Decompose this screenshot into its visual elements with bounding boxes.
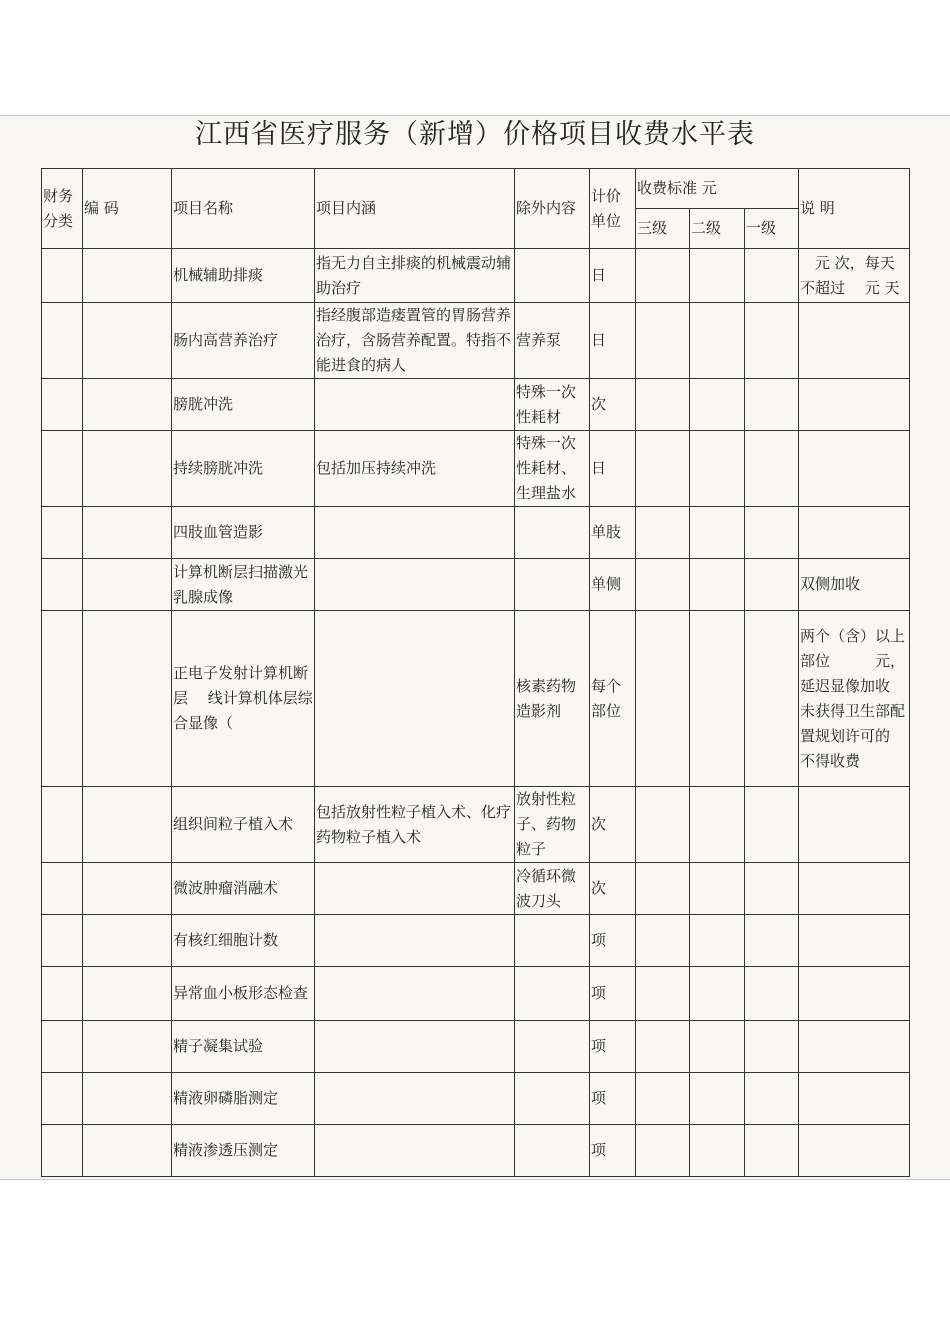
cell-content bbox=[315, 915, 515, 967]
cell-category bbox=[42, 611, 83, 787]
document-title: 江西省医疗服务（新增）价格项目收费水平表 bbox=[195, 119, 755, 150]
table-row bbox=[42, 559, 910, 611]
cell-code bbox=[83, 249, 172, 303]
cell-content bbox=[315, 1125, 515, 1177]
cell-l3 bbox=[636, 249, 690, 303]
cell-category bbox=[42, 303, 83, 379]
table-row bbox=[42, 1073, 910, 1125]
cell-excluded bbox=[515, 507, 590, 559]
cell-l2 bbox=[690, 559, 745, 611]
cell-l2 bbox=[690, 249, 745, 303]
cell-l3 bbox=[636, 1125, 690, 1177]
cell-l2 bbox=[690, 915, 745, 967]
cell-remark: 两个（含）以上部位 元，延迟显像加收 未获得卫生部配置规划许可的 不得收费 bbox=[799, 611, 910, 787]
cell-l2 bbox=[690, 431, 745, 507]
table-row bbox=[42, 967, 910, 1021]
table-row bbox=[42, 1021, 910, 1073]
header-name: 项目名称 bbox=[172, 169, 315, 249]
cell-code bbox=[83, 559, 172, 611]
cell-l1 bbox=[745, 507, 799, 559]
cell-category bbox=[42, 379, 83, 431]
cell-l1 bbox=[745, 787, 799, 863]
cell-l2 bbox=[690, 611, 745, 787]
cell-l3 bbox=[636, 611, 690, 787]
cell-l2 bbox=[690, 863, 745, 915]
header-remark: 说 明 bbox=[799, 169, 910, 249]
header-excluded: 除外内容 bbox=[515, 169, 590, 249]
header-level3: 三级 bbox=[636, 209, 690, 249]
cell-excluded: 特殊一次性耗材 bbox=[515, 379, 590, 431]
table-row bbox=[42, 303, 910, 379]
cell-name: 有核红细胞计数 bbox=[172, 915, 315, 967]
cell-code bbox=[83, 611, 172, 787]
cell-remark bbox=[799, 915, 910, 967]
cell-name: 肠内高营养治疗 bbox=[172, 303, 315, 379]
cell-l2 bbox=[690, 967, 745, 1021]
cell-name: 组织间粒子植入术 bbox=[172, 787, 315, 863]
cell-excluded: 营养泵 bbox=[515, 303, 590, 379]
cell-remark bbox=[799, 379, 910, 431]
cell-name: 机械辅助排痰 bbox=[172, 249, 315, 303]
table-row bbox=[42, 915, 910, 967]
cell-l3 bbox=[636, 507, 690, 559]
cell-l3 bbox=[636, 379, 690, 431]
cell-l1 bbox=[745, 1125, 799, 1177]
cell-excluded bbox=[515, 1125, 590, 1177]
cell-code bbox=[83, 863, 172, 915]
cell-excluded bbox=[515, 915, 590, 967]
cell-code bbox=[83, 507, 172, 559]
cell-category bbox=[42, 1125, 83, 1177]
table-row bbox=[42, 1125, 910, 1177]
cell-code bbox=[83, 967, 172, 1021]
cell-l2 bbox=[690, 507, 745, 559]
cell-code bbox=[83, 1073, 172, 1125]
cell-remark bbox=[799, 1125, 910, 1177]
cell-name: 异常血小板形态检查 bbox=[172, 967, 315, 1021]
cell-category bbox=[42, 915, 83, 967]
header-level2: 二级 bbox=[690, 209, 745, 249]
cell-l2 bbox=[690, 1125, 745, 1177]
cell-l1 bbox=[745, 379, 799, 431]
cell-name: 正电子发射计算机断层 线计算机体层综合显像（ bbox=[172, 611, 315, 787]
cell-excluded: 核素药物造影剂 bbox=[515, 611, 590, 787]
header-fee-standard: 收费标准 元 bbox=[636, 169, 799, 209]
cell-l3 bbox=[636, 303, 690, 379]
cell-code bbox=[83, 1125, 172, 1177]
cell-unit: 项 bbox=[590, 915, 636, 967]
cell-code bbox=[83, 1021, 172, 1073]
cell-unit: 次 bbox=[590, 379, 636, 431]
cell-content bbox=[315, 379, 515, 431]
cell-excluded: 特殊一次性耗材、生理盐水 bbox=[515, 431, 590, 507]
cell-category bbox=[42, 1073, 83, 1125]
cell-unit: 项 bbox=[590, 967, 636, 1021]
cell-category bbox=[42, 249, 83, 303]
cell-name: 精液渗透压测定 bbox=[172, 1125, 315, 1177]
cell-content bbox=[315, 967, 515, 1021]
header-category: 财务分类 bbox=[42, 169, 83, 249]
cell-l3 bbox=[636, 559, 690, 611]
cell-unit: 日 bbox=[590, 431, 636, 507]
table-row bbox=[42, 249, 910, 303]
cell-excluded bbox=[515, 559, 590, 611]
cell-l1 bbox=[745, 303, 799, 379]
cell-l3 bbox=[636, 915, 690, 967]
cell-remark: 元 次，每天不超过 元 天 bbox=[799, 249, 910, 303]
cell-content: 包括放射性粒子植入术、化疗药物粒子植入术 bbox=[315, 787, 515, 863]
table-row bbox=[42, 431, 910, 507]
cell-l2 bbox=[690, 787, 745, 863]
cell-category bbox=[42, 787, 83, 863]
cell-category bbox=[42, 1021, 83, 1073]
cell-l1 bbox=[745, 1021, 799, 1073]
cell-l2 bbox=[690, 1021, 745, 1073]
fee-table-body bbox=[42, 169, 921, 1177]
cell-excluded: 放射性粒子、药物粒子 bbox=[515, 787, 590, 863]
cell-code bbox=[83, 915, 172, 967]
cell-excluded bbox=[515, 1073, 590, 1125]
cell-content: 指无力自主排痰的机械震动辅助治疗 bbox=[315, 249, 515, 303]
cell-content bbox=[315, 1021, 515, 1073]
cell-unit: 次 bbox=[590, 787, 636, 863]
cell-remark bbox=[799, 1021, 910, 1073]
cell-excluded bbox=[515, 1021, 590, 1073]
cell-code bbox=[83, 303, 172, 379]
cell-name: 微波肿瘤消融术 bbox=[172, 863, 315, 915]
table-row bbox=[42, 379, 910, 431]
table-row bbox=[42, 787, 910, 863]
cell-unit: 日 bbox=[590, 249, 636, 303]
cell-l3 bbox=[636, 431, 690, 507]
cell-l1 bbox=[745, 611, 799, 787]
cell-excluded: 冷循环微波刀头 bbox=[515, 863, 590, 915]
cell-name: 计算机断层扫描激光乳腺成像 bbox=[172, 559, 315, 611]
cell-code bbox=[83, 379, 172, 431]
cell-remark bbox=[799, 863, 910, 915]
cell-content bbox=[315, 863, 515, 915]
cell-code bbox=[83, 787, 172, 863]
cell-excluded bbox=[515, 967, 590, 1021]
table-row bbox=[42, 507, 910, 559]
cell-l2 bbox=[690, 379, 745, 431]
cell-unit: 每个部位 bbox=[590, 611, 636, 787]
table-row bbox=[42, 863, 910, 915]
cell-l2 bbox=[690, 303, 745, 379]
cell-remark bbox=[799, 431, 910, 507]
cell-excluded bbox=[515, 249, 590, 303]
cell-content bbox=[315, 1073, 515, 1125]
cell-unit: 项 bbox=[590, 1073, 636, 1125]
cell-remark bbox=[799, 967, 910, 1021]
header-row-1 bbox=[42, 169, 910, 209]
cell-content bbox=[315, 559, 515, 611]
cell-remark bbox=[799, 303, 910, 379]
cell-l3 bbox=[636, 1021, 690, 1073]
cell-unit: 次 bbox=[590, 863, 636, 915]
cell-l3 bbox=[636, 1073, 690, 1125]
cell-code bbox=[83, 431, 172, 507]
header-unit: 计价单位 bbox=[590, 169, 636, 249]
cell-unit: 单肢 bbox=[590, 507, 636, 559]
cell-content: 包括加压持续冲洗 bbox=[315, 431, 515, 507]
cell-l3 bbox=[636, 863, 690, 915]
cell-unit: 项 bbox=[590, 1125, 636, 1177]
cell-name: 精液卵磷脂测定 bbox=[172, 1073, 315, 1125]
cell-unit: 项 bbox=[590, 1021, 636, 1073]
cell-category bbox=[42, 967, 83, 1021]
cell-remark bbox=[799, 1073, 910, 1125]
cell-content: 指经腹部造瘘置管的胃肠营养治疗，含肠营养配置。特指不能进食的病人 bbox=[315, 303, 515, 379]
cell-category bbox=[42, 431, 83, 507]
cell-remark bbox=[799, 507, 910, 559]
header-code: 编 码 bbox=[83, 169, 172, 249]
cell-l1 bbox=[745, 915, 799, 967]
cell-l1 bbox=[745, 431, 799, 507]
cell-category bbox=[42, 863, 83, 915]
cell-l1 bbox=[745, 863, 799, 915]
table-row bbox=[42, 611, 910, 787]
cell-l3 bbox=[636, 787, 690, 863]
header-level1: 一级 bbox=[745, 209, 799, 249]
cell-l1 bbox=[745, 249, 799, 303]
header-content: 项目内涵 bbox=[315, 169, 515, 249]
cell-content bbox=[315, 507, 515, 559]
cell-l1 bbox=[745, 967, 799, 1021]
cell-l3 bbox=[636, 967, 690, 1021]
cell-name: 持续膀胱冲洗 bbox=[172, 431, 315, 507]
cell-l1 bbox=[745, 1073, 799, 1125]
cell-category bbox=[42, 559, 83, 611]
cell-l1 bbox=[745, 559, 799, 611]
cell-unit: 单侧 bbox=[590, 559, 636, 611]
cell-remark: 双侧加收 bbox=[799, 559, 910, 611]
fee-table bbox=[41, 168, 921, 1177]
cell-content bbox=[315, 611, 515, 787]
cell-l2 bbox=[690, 1073, 745, 1125]
cell-unit: 日 bbox=[590, 303, 636, 379]
cell-name: 膀胱冲洗 bbox=[172, 379, 315, 431]
cell-remark bbox=[799, 787, 910, 863]
cell-category bbox=[42, 507, 83, 559]
cell-name: 四肢血管造影 bbox=[172, 507, 315, 559]
cell-name: 精子凝集试验 bbox=[172, 1021, 315, 1073]
